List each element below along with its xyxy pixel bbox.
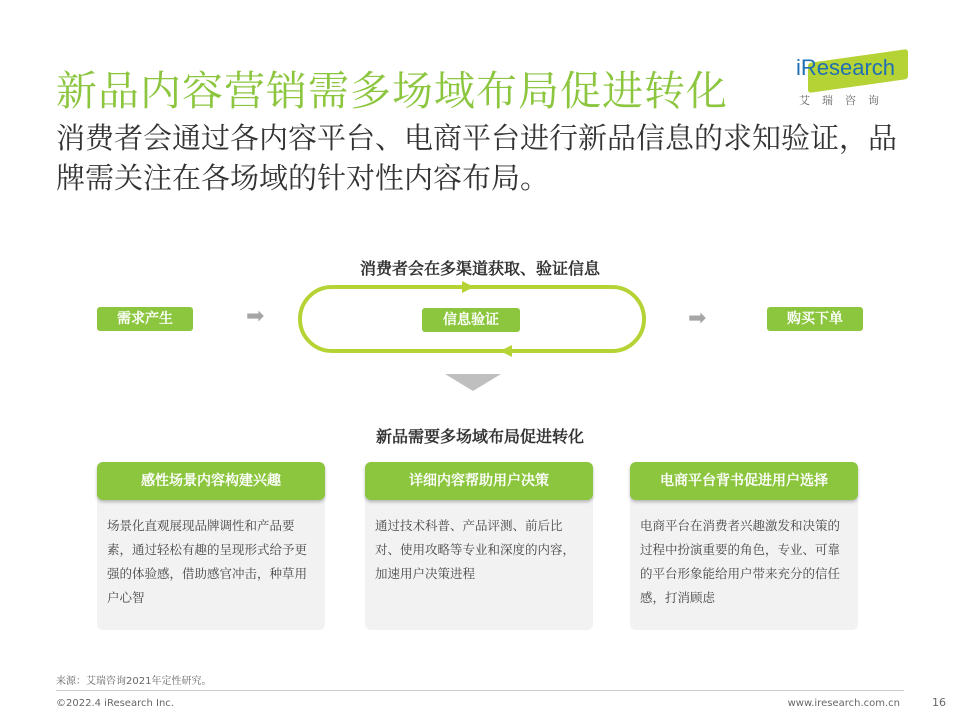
footer-divider [56, 690, 904, 691]
loop-arrowhead-icon [500, 345, 512, 357]
card-body: 电商平台在消费者兴趣激发和决策的过程中扮演重要的角色，专业、可靠的平台形象能给用户带来充分的信任感，打消顾虑 [640, 518, 841, 605]
logo-subtitle: 艾瑞咨询 [799, 94, 891, 107]
card-title: 感性场景内容构建兴趣 [97, 462, 325, 500]
card-ecommerce-endorsement [630, 462, 858, 630]
page-title: 新品内容营销需多场域布局促进转化 [56, 67, 728, 115]
source-note: 来源：艾瑞咨询2021年定性研究。 [56, 676, 212, 687]
flow-heading: 消费者会在多渠道获取、验证信息 [359, 259, 600, 278]
website-url: www.iresearch.com.cn [787, 698, 900, 709]
iresearch-logo [790, 48, 915, 108]
page-subtitle: 消费者会通过各内容平台、电商平台进行新品信息的求知验证，品牌需关注在各场域的针对性内容布局。 [56, 121, 898, 195]
flow-step-verify: 信息验证 [422, 308, 520, 332]
copyright: ©2022.4 iResearch Inc. [56, 698, 174, 709]
card-title: 电商平台背书促进用户选择 [630, 462, 858, 500]
card-emotional-scenes [97, 462, 325, 630]
card-body: 场景化直观展现品牌调性和产品要素，通过轻松有趣的呈现形式给予更强的体验感，借助感官冲击，种草用户心智 [107, 518, 308, 605]
loop-arrowhead-icon [462, 281, 474, 293]
section-heading: 新品需要多场域布局促进转化 [375, 427, 584, 446]
flow-step-purchase: 购买下单 [767, 307, 863, 331]
logo-text: iResearch [796, 55, 896, 80]
arrow-right-icon: ➡ [246, 304, 265, 329]
page-number: 16 [932, 696, 946, 709]
card-title: 详细内容帮助用户决策 [365, 462, 593, 500]
flow-step-demand: 需求产生 [97, 307, 193, 331]
card-detailed-content [365, 462, 593, 630]
card-body: 通过技术科普、产品评测、前后比对、使用攻略等专业和深度的内容，加速用户决策进程 [375, 518, 576, 581]
arrow-right-icon: ➡ [688, 306, 707, 331]
chevron-down-icon [445, 374, 501, 392]
